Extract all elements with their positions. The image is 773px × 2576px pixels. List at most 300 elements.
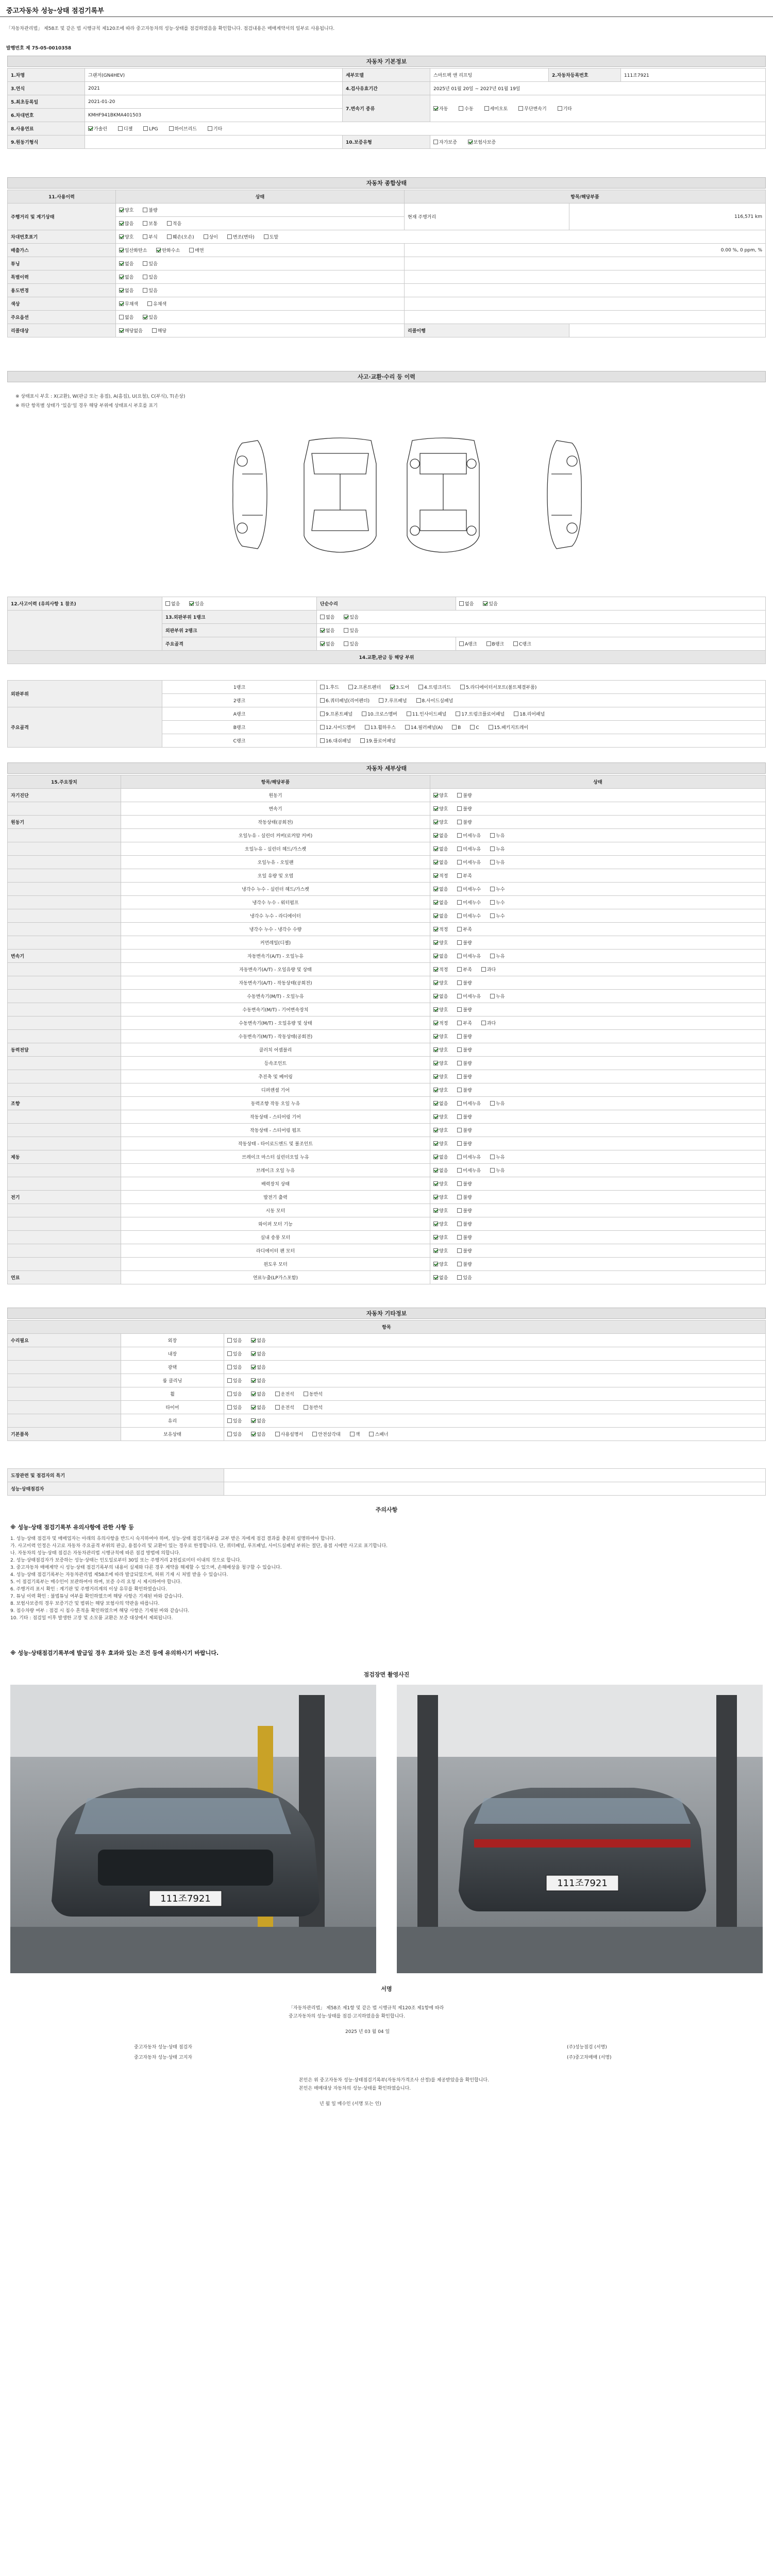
checkbox[interactable] [457,887,462,891]
checkbox[interactable] [169,126,174,131]
checkbox-checked[interactable] [119,208,124,212]
checkbox[interactable] [481,1021,486,1025]
checkbox[interactable] [143,208,147,212]
detail-state-options: 없음 미세누유 누유 [430,1097,766,1110]
detail-row [8,976,766,990]
checkbox[interactable] [147,301,152,306]
checkbox[interactable] [457,927,462,931]
checkbox[interactable] [457,820,462,824]
checkbox[interactable] [167,221,172,226]
checkbox[interactable] [457,1168,462,1173]
checkbox[interactable] [304,1392,308,1396]
checkbox[interactable] [312,1432,317,1436]
checkbox-checked[interactable] [433,793,438,798]
checkbox[interactable] [489,725,493,730]
checkbox-checked[interactable] [251,1351,256,1356]
checkbox-checked[interactable] [433,927,438,931]
detail-state-options: 양호 불량 [430,1043,766,1057]
detail-part: 수동변속기(M/T) - 기어변속장치 [121,1003,430,1016]
other-item: 유리 [121,1414,224,1428]
rank-b: B랭크 [162,721,317,734]
checkbox[interactable] [456,711,460,716]
checkbox[interactable] [457,1128,462,1132]
checkbox[interactable] [416,698,421,703]
detail-state-options: 적정 부족 [430,923,766,936]
value-year: 2021 [85,82,343,95]
checkbox-checked[interactable] [344,615,348,619]
detail-state-options: 없음 미세누유 누유 [430,829,766,842]
checkbox[interactable] [152,328,157,333]
checkbox-checked[interactable] [433,873,438,878]
checkbox[interactable] [457,940,462,945]
checkbox[interactable] [558,106,562,111]
checkbox[interactable] [481,967,486,972]
detail-row [8,1097,766,1110]
label-accident: 12.사고이력 (유의사항 1 참조) [8,597,162,611]
checkbox[interactable] [490,1155,495,1159]
checkbox-checked[interactable] [251,1378,256,1383]
checkbox[interactable] [457,793,462,798]
checkbox[interactable] [344,628,348,633]
checkbox[interactable] [204,234,208,239]
caution-notes [10,1535,763,1622]
checkbox[interactable] [143,261,147,266]
inspector-signature[interactable]: (주)성능점검 (서명) [567,2045,607,2050]
checkbox-checked[interactable] [433,1155,438,1159]
detail-row [8,1030,766,1043]
checkbox[interactable] [189,248,194,252]
checkbox[interactable] [118,126,123,131]
checkbox[interactable] [320,725,325,730]
detail-state-options: 양호 불량 [430,1110,766,1124]
checkbox[interactable] [405,725,410,730]
checkbox-checked[interactable] [433,954,438,958]
checkbox-checked[interactable] [433,1168,438,1173]
checkbox-checked[interactable] [433,1235,438,1240]
detail-group [8,1083,121,1097]
checkbox-checked[interactable] [433,1088,438,1092]
checkbox-checked[interactable] [189,601,194,606]
detail-part: 등속조인트 [121,1057,430,1070]
inspection-photos [10,1685,763,1973]
label-frame: 주요골격 [162,637,317,651]
detail-part: 추진축 및 베어링 [121,1070,430,1083]
checkbox[interactable] [320,615,325,619]
checkbox[interactable] [275,1392,280,1396]
caution-line: 8. 보험사보증의 경우 보증기간 및 범위는 해당 보험사의 약관을 따릅니다. [10,1601,160,1606]
checkbox[interactable] [320,711,325,716]
detail-part: 수동변속기(M/T) - 오일유량 및 상태 [121,1016,430,1030]
checkbox[interactable] [165,601,170,606]
checkbox[interactable] [490,833,495,838]
detail-row [8,1150,766,1164]
checkbox[interactable] [348,685,353,689]
detail-row [8,1271,766,1284]
detail-row [8,1124,766,1137]
checkbox[interactable] [320,738,325,743]
checkbox-checked[interactable] [433,1141,438,1146]
checkbox[interactable] [513,641,518,646]
detail-part: 라디에이터 팬 모터 [121,1244,430,1258]
detail-part: 와이퍼 모터 기능 [121,1217,430,1231]
other-row [8,1347,766,1361]
checkbox[interactable] [457,954,462,958]
checkbox-checked[interactable] [119,328,124,333]
detail-part: 냉각수 누수 - 라디에이터 [121,909,430,923]
checkbox-checked[interactable] [433,1208,438,1213]
other-row [8,1414,766,1428]
checkbox[interactable] [457,1208,462,1213]
checkbox[interactable] [457,833,462,838]
checkbox-checked[interactable] [483,601,488,606]
checkbox[interactable] [433,140,438,144]
other-group: 수리필요 [8,1334,121,1347]
label-special-history: 특별이력 [8,270,116,284]
value-vin: KMHF941BKMA401503 [85,109,343,122]
label-first-reg: 5.최초등록일 [8,95,85,109]
checkbox-checked[interactable] [433,1074,438,1079]
detail-group [8,1057,121,1070]
other-row [8,1361,766,1374]
checkbox[interactable] [457,1195,462,1199]
checkbox[interactable] [490,900,495,905]
detail-row [8,1231,766,1244]
checkbox[interactable] [486,641,491,646]
detail-row [8,923,766,936]
detail-group [8,1016,121,1030]
checkbox-checked[interactable] [433,1047,438,1052]
checkbox[interactable] [457,1101,462,1106]
label-transmission: 7.변속기 종류 [343,95,430,122]
checkbox-checked[interactable] [433,846,438,851]
checkbox-checked[interactable] [88,126,93,131]
checkbox[interactable] [457,900,462,905]
checkbox[interactable] [452,725,457,730]
odometer-value: 116,571 km [569,204,766,230]
detail-state-options: 양호 불량 [430,1137,766,1150]
notice-text: 「자동차관리법」 제58조 및 같은 법 시행규칙 제120조에 따라 중고자동차의 성능·상태를 점검하였음을 확인합니다. 점검내용은 매매계약서의 일부로 사용됩니다. [6,26,335,31]
detail-part: 동력조향 작동 오일 누유 [121,1097,430,1110]
checkbox[interactable] [143,288,147,293]
checkbox[interactable] [459,601,464,606]
checkbox[interactable] [360,738,365,743]
checkbox[interactable] [143,221,147,226]
other-item: 룸 클리닝 [121,1374,224,1387]
checkbox[interactable] [484,106,489,111]
detail-part: 자동변속기(A/T) - 오일누유 [121,950,430,963]
checkbox[interactable] [459,641,464,646]
checkbox-checked[interactable] [433,1181,438,1186]
checkbox[interactable] [490,1101,495,1106]
checkbox[interactable] [369,1432,374,1436]
checkbox-checked[interactable] [433,1021,438,1025]
checkbox[interactable] [362,711,366,716]
legend-symbols: ※ 상태표시 부호 : X(교환), W(판금 또는 용접), A(흠집), U(요철), C(부식), T(손상) [15,394,186,399]
checkbox-checked[interactable] [119,221,124,226]
header-other-item: 항목 [8,1320,766,1334]
checkbox[interactable] [227,234,232,239]
checkbox-checked[interactable] [433,806,438,811]
value-car-name: 그랜저(GN4HEV) [85,69,343,82]
checkbox[interactable] [457,1021,462,1025]
checkbox-checked[interactable] [468,140,473,144]
checkbox[interactable] [344,641,348,646]
checkbox[interactable] [143,234,147,239]
notifier-signature[interactable]: (주)중고차매매 (서명) [567,2055,612,2060]
detail-group [8,1003,121,1016]
checkbox[interactable] [457,1141,462,1146]
checkbox-checked[interactable] [119,288,124,293]
checkbox[interactable] [304,1405,308,1410]
checkbox[interactable] [418,685,423,689]
checkbox[interactable] [514,711,518,716]
checkbox[interactable] [457,1088,462,1092]
checkbox[interactable] [320,685,325,689]
checkbox[interactable] [490,954,495,958]
checkbox-checked[interactable] [433,887,438,891]
checkbox-checked[interactable] [433,1114,438,1119]
checkbox[interactable] [518,106,523,111]
checkbox[interactable] [457,1275,462,1280]
checkbox-checked[interactable] [251,1365,256,1369]
checkbox[interactable] [227,1365,232,1369]
checkbox[interactable] [457,1181,462,1186]
checkbox-checked[interactable] [433,1262,438,1266]
checkbox-checked[interactable] [433,833,438,838]
checkbox[interactable] [459,106,463,111]
checkbox[interactable] [227,1405,232,1410]
caution-final-warning: ※ 성능·상태점검기록부에 발급일 경우 효과와 있는 조건 등에 유의하시기 바랍니다. [10,1650,219,1656]
checkbox[interactable] [457,1114,462,1119]
detail-part: 원동기 [121,789,430,802]
checkbox[interactable] [227,1432,232,1436]
warranty-options: 자가보증 보험사보증 [430,135,766,149]
detail-row [8,789,766,802]
other-group [8,1361,121,1374]
detail-part: 수동변속기(M/T) - 오일누유 [121,990,430,1003]
detail-part: 수동변속기(M/T) - 작동상태(공회전) [121,1030,430,1043]
other-group [8,1387,121,1401]
checkbox-checked[interactable] [251,1392,256,1396]
title-divider [0,16,773,17]
checkbox-checked[interactable] [119,234,124,239]
checkbox-checked[interactable] [433,967,438,972]
detail-group [8,936,121,950]
checkbox[interactable] [143,275,147,279]
buyer-line2: 본인은 매매대상 자동차의 성능·상태를 확인하였습니다. [299,2086,411,2091]
detail-part: 오일누유 - 실린더 커버(로커암 커버) [121,829,430,842]
checkbox[interactable] [457,913,462,918]
checkbox[interactable] [227,1418,232,1423]
detail-state-options: 적정 부족 과다 [430,963,766,976]
checkbox[interactable] [457,1155,462,1159]
checkbox[interactable] [379,698,383,703]
detail-group [8,909,121,923]
notifier-label: 중고자동차 성능·상태 고지자 [134,2055,192,2060]
checkbox[interactable] [457,846,462,851]
checkbox[interactable] [490,887,495,891]
detail-row [8,1137,766,1150]
checkbox[interactable] [457,1248,462,1253]
checkbox[interactable] [143,126,148,131]
checkbox-checked[interactable] [251,1418,256,1423]
detail-row [8,883,766,896]
checkbox[interactable] [490,994,495,998]
checkbox[interactable] [490,846,495,851]
checkbox-checked[interactable] [433,940,438,945]
checkbox[interactable] [457,1074,462,1079]
detail-row [8,896,766,909]
checkbox-checked[interactable] [433,1248,438,1253]
caution-line: 4. 성능·상태 점검기록부는 자동차관리법 제58조에 따라 발급되었으며, 허위 기재 시 처벌 받을 수 있습니다. [10,1572,228,1578]
checkbox-checked[interactable] [251,1405,256,1410]
checkbox[interactable] [457,873,462,878]
checkbox-checked[interactable] [433,1195,438,1199]
checkbox-checked[interactable] [119,301,124,306]
label-year: 3.연식 [8,82,85,95]
detail-group: 제동 [8,1150,121,1164]
emission-values: 0.00 %, 0 ppm, % [405,244,766,257]
checkbox[interactable] [167,234,172,239]
detail-part: 작동상태 - 타이로드엔드 및 볼조인트 [121,1137,430,1150]
checkbox[interactable] [457,967,462,972]
inspector-label: 중고자동차 성능·상태 점검자 [134,2045,192,2050]
checkbox[interactable] [457,1262,462,1266]
checkbox[interactable] [457,1235,462,1240]
detail-group [8,869,121,883]
label-color: 색상 [8,297,116,311]
checkbox[interactable] [365,725,369,730]
checkbox[interactable] [227,1392,232,1396]
detail-part: 브레이크 마스터 실린더오일 누유 [121,1150,430,1164]
checkbox-checked[interactable] [119,261,124,266]
checkbox[interactable] [490,860,495,865]
label-frame-parts: 주요골격 [8,707,162,748]
checkbox[interactable] [470,725,475,730]
checkbox[interactable] [490,1168,495,1173]
checkbox[interactable] [460,685,465,689]
checkbox-checked[interactable] [433,1275,438,1280]
checkbox[interactable] [227,1338,232,1343]
label-car-name: 1.차명 [8,69,85,82]
checkbox-checked[interactable] [433,106,438,111]
detail-state-options: 없음 미세누유 누유 [430,1164,766,1177]
detail-group: 변속기 [8,950,121,963]
detail-row [8,816,766,829]
caution-line: 10. 기타 : 점검일 이후 발생한 고장 및 소모품 교환은 보증 대상에서 제외됩니다. [10,1616,173,1621]
detail-part: 클러치 어셈블리 [121,1043,430,1057]
section-signature: 서명 [7,1984,766,1995]
checkbox-checked[interactable] [433,1061,438,1065]
checkbox-checked[interactable] [119,275,124,279]
checkbox[interactable] [457,1007,462,1012]
buyer-sign-line[interactable]: 년 월 일 매수인 (서명 또는 인) [320,2102,381,2107]
checkbox-checked[interactable] [433,994,438,998]
checkbox-checked[interactable] [433,913,438,918]
detail-state-options: 없음 미세누유 누유 [430,856,766,869]
detail-row [8,1191,766,1204]
detail-row [8,909,766,923]
detail-state-options: 양호 불량 [430,1231,766,1244]
detail-part: 커먼레일(디젤) [121,936,430,950]
checkbox[interactable] [350,1432,355,1436]
signature-date: 2025 년 03 월 04 일 [345,2029,390,2035]
checkbox[interactable] [457,994,462,998]
document-number: 발행번호 제 75-05-0010358 [6,46,72,51]
checkbox-checked[interactable] [156,248,161,252]
checkbox-checked[interactable] [433,860,438,865]
checkbox-checked[interactable] [433,980,438,985]
detail-row [8,842,766,856]
detail-group [8,1110,121,1124]
detail-row [8,802,766,816]
checkbox-checked[interactable] [143,315,147,319]
checkbox[interactable] [457,1034,462,1039]
checkbox-checked[interactable] [433,900,438,905]
checkbox[interactable] [457,806,462,811]
checkbox-checked[interactable] [433,820,438,824]
checkbox-checked[interactable] [390,685,395,689]
signature-line1: 「자동차관리법」 제58조 제1항 및 같은 법 시행규칙 제120조 제1항에 따라 [289,2006,444,2011]
caution-line: 3. 중고자동차 매매계약 시 성능·상태 점검기록부의 내용이 실제와 다른 경우 계약을 해제할 수 있으며, 손해배상을 청구할 수 있습니다. [10,1565,282,1570]
checkbox[interactable] [275,1432,280,1436]
section-basic-info: 자동차 기본정보 [7,56,766,67]
checkbox[interactable] [208,126,212,131]
checkbox-checked[interactable] [251,1338,256,1343]
checkbox[interactable] [407,711,411,716]
checkbox[interactable] [457,980,462,985]
parts-table: 외판부위 1랭크 1.후드 2.프론트펜더 3.도어 4.트렁크리드 5.라디에이터서포트(볼트체결부품) 2랭크 6.쿼터패널(리어펜더) 7.루프패널 8.사이드실패널 주요골격 A랭크 9.프론트패널 10.크로스멤버 11.인사이드패널 17.트렁크플로어패널 18.리어패널 B랭크 12.사이드멤버 13.휠하우스 14.필러패널(A) B C 15.패키지트레이 C랭크 16.대쉬패널 19.플로어패널 [7,680,766,748]
checkbox[interactable] [457,1047,462,1052]
checkbox[interactable] [490,913,495,918]
detail-part: 작동상태 - 스티어링 펌프 [121,1124,430,1137]
checkbox-checked[interactable] [119,248,124,252]
checkbox[interactable] [457,1222,462,1226]
legend-instruction: ※ 하단 항목별 상태가 '있음'일 경우 해당 부위에 상태표시 부호를 표기 [15,403,158,409]
detail-state-options: 양호 불량 [430,1083,766,1097]
detail-group [8,990,121,1003]
checkbox-checked[interactable] [320,628,325,633]
other-group [8,1401,121,1414]
checkbox-checked[interactable] [433,1222,438,1226]
detail-group [8,923,121,936]
checkbox-checked[interactable] [433,1034,438,1039]
checkbox-checked[interactable] [320,641,325,646]
detail-group [8,1217,121,1231]
checkbox-checked[interactable] [433,1101,438,1106]
other-row [8,1387,766,1401]
basic-info-table [7,68,766,149]
detail-row [8,1016,766,1030]
detail-group: 동력전달 [8,1043,121,1057]
checkbox[interactable] [275,1405,280,1410]
checkbox[interactable] [264,234,268,239]
checkbox-checked[interactable] [433,1007,438,1012]
other-options: 있음 없음 운전석 동반석 [224,1387,766,1401]
checkbox[interactable] [227,1351,232,1356]
checkbox[interactable] [227,1378,232,1383]
detail-state-options: 없음 미세누유 누유 [430,950,766,963]
checkbox[interactable] [457,1061,462,1065]
detail-state-options: 양호 불량 [430,1124,766,1137]
checkbox[interactable] [119,315,124,319]
checkbox-checked[interactable] [251,1432,256,1436]
checkbox[interactable] [320,698,325,703]
checkbox-checked[interactable] [433,1128,438,1132]
checkbox[interactable] [457,860,462,865]
label-inspection-period: 4.검사유효기간 [343,82,430,95]
detail-state-options: 양호 불량 [430,1070,766,1083]
